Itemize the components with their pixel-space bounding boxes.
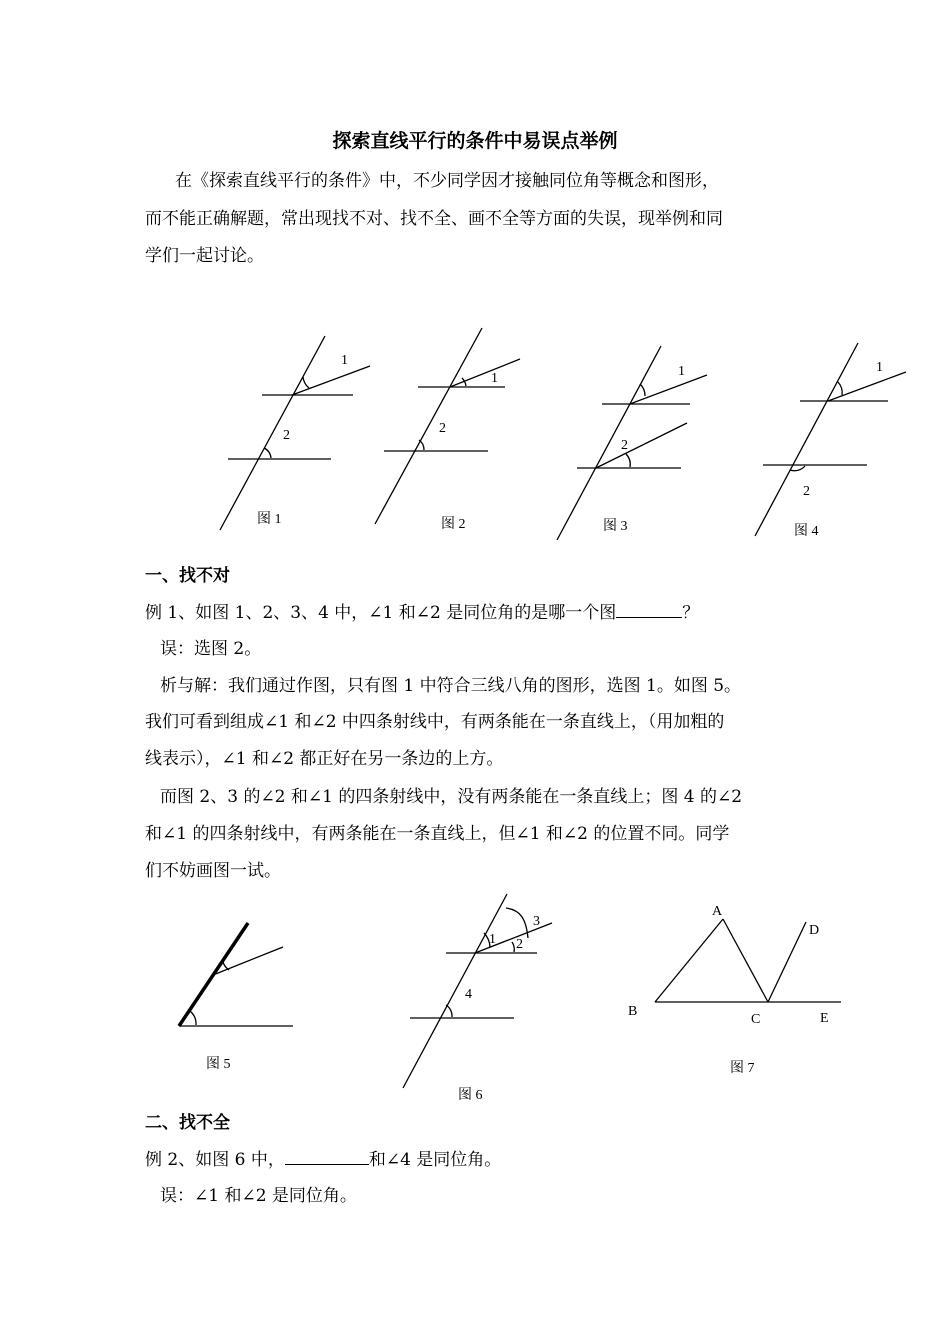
analysis-line-4: 而图 2、3 的∠2 和∠1 的四条射线中，没有两条能在一条直线上；图 4 的∠2 <box>160 787 743 807</box>
analysis-line-6: 们不妨画图一试。 <box>145 861 281 881</box>
fig6-label-4: 4 <box>465 987 472 1002</box>
example1-question-mark: ？ <box>682 603 700 623</box>
intro-line-2: 而不能正确解题，常出现找不对、找不全、画不全等方面的失误，现举例和同 <box>145 209 723 229</box>
analysis-line-3: 线表示），∠1 和∠2 都正好在另一条边的上方。 <box>145 749 504 769</box>
fig6-label-3: 3 <box>533 914 540 929</box>
figure-1 <box>220 336 370 530</box>
fig4-caption: 图 4 <box>794 524 819 539</box>
figure-3 <box>557 346 707 540</box>
example2-text: 例 2、如图 6 中， <box>145 1150 285 1170</box>
fig6-label-2: 2 <box>516 937 523 952</box>
example1-answer-blank[interactable] <box>616 602 682 618</box>
fig2-label-2: 2 <box>439 421 446 436</box>
example1-error: 误：选图 2。 <box>160 639 262 659</box>
example2-text-end: 和∠4 是同位角。 <box>368 1150 502 1170</box>
fig2-label-1: 1 <box>491 371 498 386</box>
analysis-line-2: 我们可看到组成∠1 和∠2 中四条射线中，有两条能在一条直线上，（用加粗的 <box>145 712 725 732</box>
fig7-caption: 图 7 <box>730 1061 755 1076</box>
fig7-point-d: D <box>809 923 820 938</box>
section2-heading: 二、找不全 <box>145 1113 230 1133</box>
figure-7 <box>655 919 841 1002</box>
intro-line-3: 学们一起讨论。 <box>145 246 264 266</box>
analysis-line-1: 析与解：我们通过作图，只有图 1 中符合三线八角的图形，选图 1。如图 5。 <box>160 676 742 696</box>
example2-answer-blank[interactable] <box>285 1149 369 1165</box>
fig7-point-b: B <box>628 1004 638 1019</box>
fig7-point-a: A <box>712 904 723 919</box>
fig5-caption: 图 5 <box>206 1057 231 1072</box>
figure-5 <box>179 923 293 1026</box>
section1-heading: 一、找不对 <box>145 566 230 586</box>
fig1-caption: 图 1 <box>257 512 282 527</box>
fig3-label-2: 2 <box>621 438 628 453</box>
fig6-label-1: 1 <box>489 932 496 947</box>
intro-line-1: 在《探索直线平行的条件》中，不少同学因才接触同位角等概念和图形， <box>175 171 719 191</box>
analysis-line-5: 和∠1 的四条射线中，有两条能在一条直线上，但∠1 和∠2 的位置不同。同学 <box>145 824 730 844</box>
fig4-label-1: 1 <box>876 360 883 375</box>
figure-2 <box>375 328 520 524</box>
example2-error: 误：∠1 和∠2 是同位角。 <box>160 1186 357 1206</box>
example1-line <box>145 602 699 623</box>
fig1-label-1: 1 <box>341 353 348 368</box>
fig1-label-2: 2 <box>283 428 290 443</box>
fig7-point-e: E <box>820 1011 829 1026</box>
fig4-label-2: 2 <box>803 484 810 499</box>
fig6-caption: 图 6 <box>458 1088 483 1103</box>
fig7-point-c: C <box>751 1012 761 1027</box>
figure-6 <box>403 894 552 1088</box>
example2-line <box>145 1149 501 1170</box>
fig3-label-1: 1 <box>678 364 685 379</box>
fig2-caption: 图 2 <box>441 517 466 532</box>
fig3-caption: 图 3 <box>603 519 628 534</box>
example1-text: 例 1、如图 1、2、3、4 中，∠1 和∠2 是同位角的是哪一个图 <box>145 603 617 623</box>
figure-4 <box>755 343 906 536</box>
page-title: 探索直线平行的条件中易误点举例 <box>332 130 618 152</box>
